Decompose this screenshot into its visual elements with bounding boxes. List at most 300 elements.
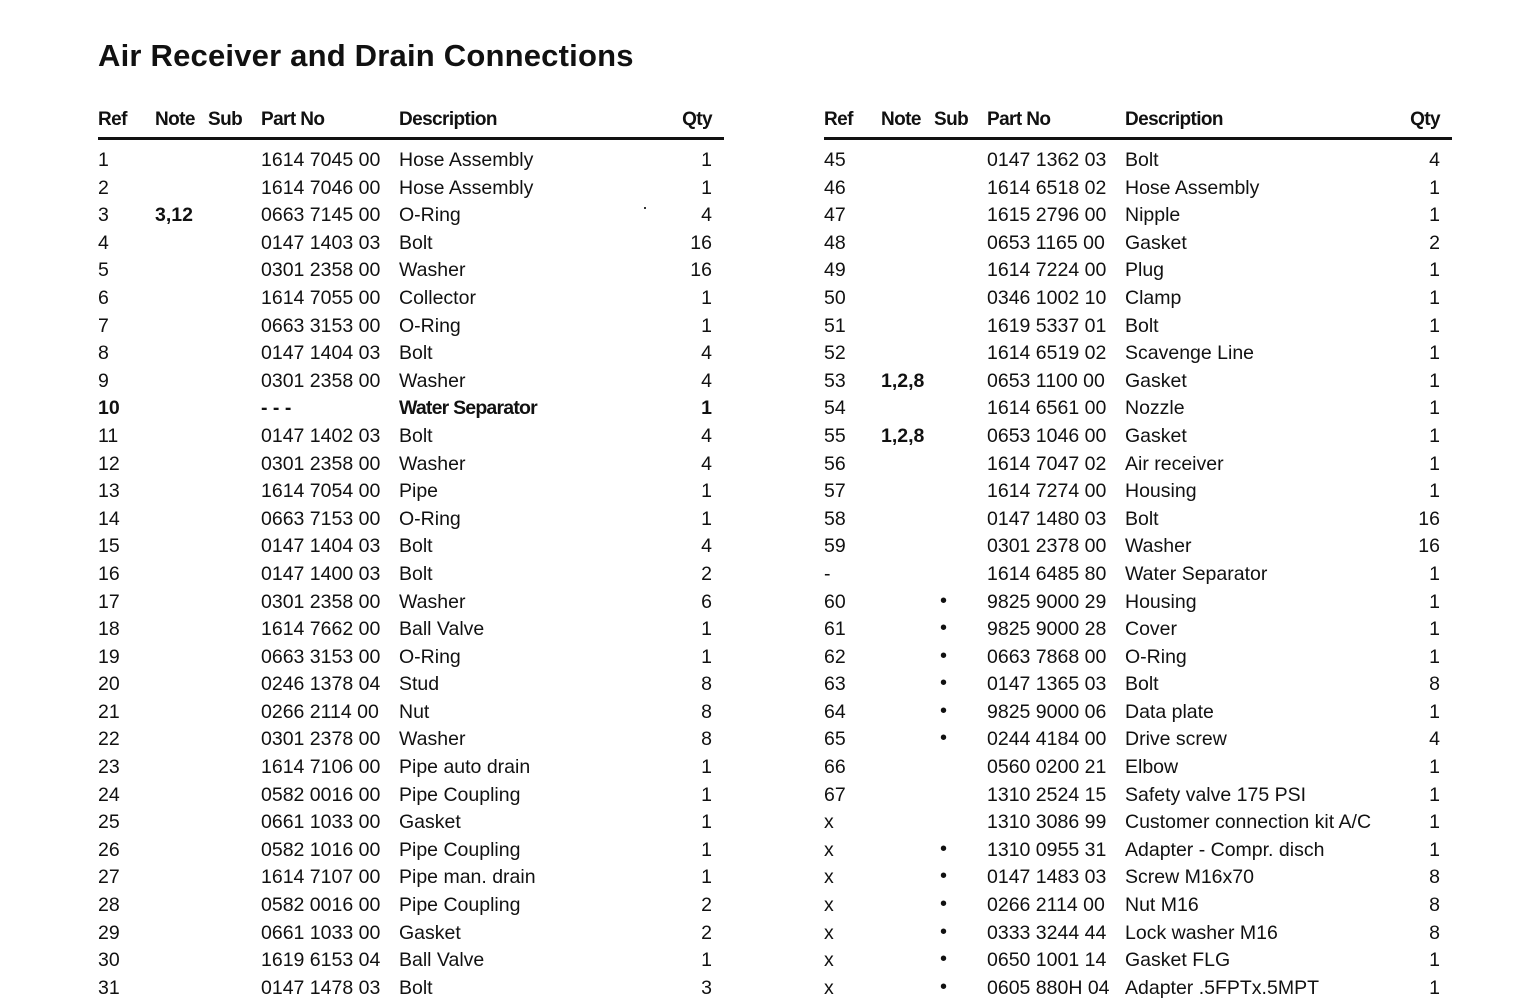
cell-ref: 11 [98, 424, 119, 447]
cell-ref: 14 [98, 507, 120, 530]
cell-ref: 7 [98, 314, 109, 337]
cell-part-no: - - - [261, 397, 292, 420]
cell-description: Bolt [1125, 149, 1159, 171]
table-row [98, 754, 724, 782]
cell-qty: 4 [1429, 728, 1440, 751]
cell-part-no: 0147 1404 03 [261, 342, 381, 365]
table-row [98, 782, 724, 810]
cell-ref: 56 [824, 452, 846, 475]
cell-description: Washer [399, 259, 466, 282]
cell-description: Nozzle [1125, 397, 1185, 420]
table-row [98, 809, 724, 837]
cell-description: O-Ring [399, 314, 461, 337]
cell-ref: 46 [824, 176, 846, 199]
cell-qty: 1 [701, 507, 712, 530]
cell-qty: 16 [1418, 535, 1440, 558]
cell-qty: 1 [1429, 204, 1440, 227]
table-row [98, 202, 724, 230]
cell-sub: • [940, 727, 948, 750]
cell-qty: 2 [701, 562, 712, 585]
header-qty: Qty [1410, 109, 1440, 130]
cell-part-no: 0147 1480 03 [987, 507, 1107, 530]
cell-qty: 1 [1429, 342, 1440, 365]
cell-qty: 1 [701, 866, 712, 889]
cell-part-no: 0661 1033 00 [261, 811, 381, 834]
cell-description: Gasket [399, 811, 461, 834]
cell-description: Gasket [399, 921, 461, 944]
cell-part-no: 1614 6519 02 [987, 342, 1107, 365]
cell-qty: 1 [701, 618, 712, 641]
cell-qty: 1 [701, 783, 712, 806]
cell-part-no: 0147 1483 03 [987, 866, 1107, 889]
cell-part-no: 1614 7107 00 [261, 866, 381, 889]
cell-part-no: 0301 2378 00 [987, 535, 1107, 558]
table-row [824, 175, 1452, 203]
cell-description: Bolt [399, 424, 433, 447]
cell-part-no: 0333 3244 44 [987, 921, 1107, 944]
header-ref: Ref [98, 109, 127, 130]
scan-speck [644, 207, 646, 209]
cell-description: Washer [399, 369, 466, 392]
cell-ref: x [824, 866, 834, 889]
table-row [98, 257, 724, 285]
table-row [824, 947, 1452, 975]
cell-description: Data plate [1125, 700, 1214, 723]
cell-ref: x [824, 949, 834, 972]
cell-part-no: 0147 1400 03 [261, 562, 381, 585]
cell-part-no: 1619 5337 01 [987, 314, 1107, 337]
cell-description: Screw M16x70 [1125, 866, 1254, 889]
cell-ref: 67 [824, 783, 846, 806]
cell-description: O-Ring [399, 645, 461, 668]
table-row [824, 395, 1452, 423]
table-row [98, 616, 724, 644]
table-row [98, 175, 724, 203]
cell-ref: 50 [824, 286, 846, 309]
cell-qty: 1 [701, 645, 712, 668]
cell-description: Hose Assembly [399, 149, 534, 171]
cell-ref: 25 [98, 811, 120, 834]
cell-description: Bolt [399, 976, 433, 999]
cell-qty: 1 [1429, 645, 1440, 668]
cell-part-no: 1614 7055 00 [261, 286, 381, 309]
cell-part-no: 1614 6518 02 [987, 176, 1107, 199]
cell-part-no: 0582 0016 00 [261, 783, 381, 806]
cell-description: Gasket [1125, 369, 1187, 392]
table-row [98, 561, 724, 589]
table-row [98, 506, 724, 534]
header-part-no: Part No [261, 109, 325, 130]
table-row [98, 313, 724, 341]
cell-sub: • [940, 644, 948, 667]
table-row [98, 285, 724, 313]
cell-description: Air receiver [1125, 452, 1224, 475]
cell-description: Washer [399, 590, 466, 613]
cell-part-no: 0663 3153 00 [261, 314, 381, 337]
cell-ref: x [824, 838, 834, 861]
table-row [98, 533, 724, 561]
cell-part-no: 0582 0016 00 [261, 894, 381, 917]
cell-ref: 4 [98, 231, 109, 254]
table-row [824, 230, 1452, 258]
cell-description: Pipe auto drain [399, 756, 531, 779]
cell-qty: 1 [1429, 618, 1440, 641]
cell-part-no: 9825 9000 06 [987, 700, 1107, 723]
cell-ref: 63 [824, 673, 846, 696]
cell-part-no: 0663 7145 00 [261, 204, 381, 227]
cell-ref: 3 [98, 204, 109, 227]
cell-qty: 1 [701, 176, 712, 199]
parts-table-left [98, 106, 724, 1002]
cell-part-no: 0663 7153 00 [261, 507, 381, 530]
cell-part-no: 0661 1033 00 [261, 921, 381, 944]
cell-part-no: 0301 2358 00 [261, 259, 381, 282]
cell-description: Bolt [399, 342, 433, 365]
cell-qty: 8 [1429, 894, 1440, 917]
cell-ref: 21 [98, 700, 120, 723]
cell-part-no: 1614 7274 00 [987, 480, 1107, 503]
cell-ref: 54 [824, 397, 846, 420]
cell-ref: 28 [98, 894, 120, 917]
table-row [824, 837, 1452, 865]
cell-part-no: 0147 1402 03 [261, 424, 381, 447]
cell-part-no: 0653 1100 00 [987, 369, 1105, 392]
cell-qty: 4 [701, 342, 712, 365]
cell-sub: • [940, 948, 948, 971]
cell-part-no: 1310 2524 15 [987, 783, 1107, 806]
table-row [98, 920, 724, 948]
cell-description: Bolt [1125, 507, 1159, 530]
cell-description: Cover [1125, 618, 1178, 641]
cell-part-no: 0346 1002 10 [987, 286, 1107, 309]
cell-sub: • [940, 920, 948, 943]
cell-part-no: 1310 0955 31 [987, 838, 1107, 861]
cell-qty: 1 [1429, 700, 1440, 723]
cell-qty: 8 [701, 728, 712, 751]
cell-qty: 1 [1429, 452, 1440, 475]
cell-description: Bolt [399, 231, 433, 254]
cell-description: Nipple [1125, 204, 1181, 227]
cell-description: Pipe man. drain [399, 866, 536, 889]
cell-qty: 1 [701, 811, 712, 834]
cell-part-no: 0244 4184 00 [987, 728, 1107, 751]
parts-table-right [824, 106, 1452, 1002]
cell-ref: 19 [98, 645, 120, 668]
header-note: Note [881, 109, 921, 130]
cell-part-no: 0266 2114 00 [261, 700, 379, 723]
cell-ref: x [824, 811, 834, 834]
table-row [824, 506, 1452, 534]
cell-description: Pipe Coupling [399, 894, 521, 917]
cell-description: Gasket [1125, 424, 1187, 447]
cell-description: Scavenge Line [1125, 342, 1255, 365]
cell-ref: 29 [98, 921, 120, 944]
header-sub: Sub [934, 109, 969, 130]
cell-qty: 1 [1429, 756, 1440, 779]
cell-description: Gasket [1125, 231, 1187, 254]
cell-ref: 12 [98, 452, 120, 475]
table-row [824, 782, 1452, 810]
cell-ref: 31 [98, 976, 120, 999]
cell-qty: 8 [1429, 866, 1440, 889]
table-row [824, 368, 1452, 396]
cell-qty: 1 [701, 756, 712, 779]
cell-qty: 1 [701, 314, 712, 337]
table-row [824, 864, 1452, 892]
table-row [98, 147, 724, 175]
table-row [98, 589, 724, 617]
cell-ref: 8 [98, 342, 109, 365]
cell-description: Clamp [1125, 286, 1182, 309]
table-body [98, 147, 724, 1002]
table-row [824, 340, 1452, 368]
table-row [98, 837, 724, 865]
cell-qty: 16 [690, 231, 712, 254]
cell-ref: 66 [824, 756, 846, 779]
cell-part-no: 1619 6153 04 [261, 949, 381, 972]
cell-part-no: 0653 1046 00 [987, 424, 1107, 447]
cell-ref: 6 [98, 286, 109, 309]
cell-ref: 60 [824, 590, 846, 613]
cell-qty: 1 [1429, 838, 1440, 861]
cell-ref: 64 [824, 700, 846, 723]
cell-part-no: 0653 1165 00 [987, 231, 1105, 254]
table-row [98, 395, 724, 423]
cell-qty: 8 [701, 700, 712, 723]
cell-part-no: 0246 1378 04 [261, 673, 381, 696]
cell-part-no: 0147 1403 03 [261, 231, 381, 254]
cell-sub: • [940, 975, 948, 998]
table-row [98, 726, 724, 754]
header-ref: Ref [824, 109, 853, 130]
header-part-no: Part No [987, 109, 1051, 130]
cell-description: Hose Assembly [1125, 176, 1260, 199]
page-title: Air Receiver and Drain Connections [98, 38, 634, 73]
cell-sub: • [940, 837, 948, 860]
cell-ref: 13 [98, 480, 120, 503]
cell-ref: 48 [824, 231, 846, 254]
cell-description: Gasket FLG [1125, 949, 1231, 972]
header-qty: Qty [682, 109, 712, 130]
cell-qty: 16 [690, 259, 712, 282]
table-row [824, 313, 1452, 341]
cell-description: Ball Valve [399, 949, 485, 972]
cell-description: Lock washer M16 [1125, 921, 1278, 944]
cell-sub: • [940, 589, 948, 612]
cell-ref: 65 [824, 728, 846, 751]
cell-qty: 1 [1429, 949, 1440, 972]
cell-ref: 9 [98, 369, 109, 392]
cell-qty: 2 [1429, 231, 1440, 254]
cell-ref: 26 [98, 838, 120, 861]
cell-qty: 1 [701, 480, 712, 503]
cell-ref: 55 [824, 424, 846, 447]
table-row [824, 892, 1452, 920]
table-row [824, 423, 1452, 451]
cell-qty: 4 [1429, 149, 1440, 171]
cell-ref: 49 [824, 259, 846, 282]
table-row [824, 285, 1452, 313]
cell-qty: 1 [1429, 397, 1440, 420]
cell-description: Washer [1125, 535, 1192, 558]
table-header [98, 106, 724, 140]
table-row [824, 589, 1452, 617]
cell-sub: • [940, 865, 948, 888]
cell-ref: 53 [824, 369, 846, 392]
cell-qty: 1 [1429, 176, 1440, 199]
cell-ref: 45 [824, 149, 846, 171]
cell-part-no: 0301 2358 00 [261, 590, 381, 613]
cell-qty: 1 [1429, 480, 1440, 503]
cell-ref: 58 [824, 507, 846, 530]
cell-ref: 61 [824, 618, 846, 641]
cell-description: Plug [1125, 259, 1165, 282]
cell-description: Hose Assembly [399, 176, 534, 199]
cell-qty: 1 [1429, 369, 1440, 392]
cell-ref: 1 [98, 149, 109, 171]
cell-qty: 4 [701, 535, 712, 558]
table-row [98, 947, 724, 975]
cell-part-no: 1614 7106 00 [261, 756, 381, 779]
cell-ref: x [824, 976, 834, 999]
table-row [98, 368, 724, 396]
table-row [98, 892, 724, 920]
table-row [824, 644, 1452, 672]
cell-qty: 1 [701, 149, 712, 171]
table-row [98, 644, 724, 672]
table-row [824, 561, 1452, 589]
cell-part-no: 0147 1478 03 [261, 976, 381, 999]
table-row [98, 423, 724, 451]
cell-description: Nut [399, 700, 430, 723]
cell-part-no: 1614 7045 00 [261, 149, 381, 171]
cell-part-no: 0266 2114 00 [987, 894, 1105, 917]
table-row [98, 864, 724, 892]
cell-description: Nut M16 [1125, 894, 1199, 917]
cell-sub: • [940, 617, 948, 640]
cell-ref: 30 [98, 949, 120, 972]
cell-ref: 62 [824, 645, 846, 668]
cell-note: 3,12 [155, 204, 193, 227]
cell-ref: x [824, 921, 834, 944]
table-row [824, 533, 1452, 561]
table-row [824, 975, 1452, 1002]
cell-description: Safety valve 175 PSI [1125, 783, 1307, 806]
cell-part-no: 0560 0200 21 [987, 756, 1107, 779]
table-row [824, 147, 1452, 175]
cell-qty: 2 [701, 894, 712, 917]
cell-ref: 52 [824, 342, 846, 365]
cell-part-no: 1615 2796 00 [987, 204, 1107, 227]
cell-ref: 16 [98, 562, 120, 585]
cell-qty: 1 [1429, 976, 1440, 999]
cell-part-no: 0301 2358 00 [261, 369, 381, 392]
cell-ref: 2 [98, 176, 109, 199]
cell-qty: 1 [1429, 783, 1440, 806]
cell-part-no: 0650 1001 14 [987, 949, 1107, 972]
header-description: Description [399, 109, 497, 130]
cell-part-no: 0301 2358 00 [261, 452, 381, 475]
cell-ref: 57 [824, 480, 846, 503]
cell-description: Bolt [399, 562, 433, 585]
header-note: Note [155, 109, 195, 130]
cell-part-no: 1614 7224 00 [987, 259, 1107, 282]
table-body [824, 147, 1452, 1002]
cell-ref: 17 [98, 590, 120, 613]
cell-description: Pipe [399, 480, 439, 503]
cell-qty: 1 [1429, 314, 1440, 337]
cell-ref: 22 [98, 728, 120, 751]
cell-note: 1,2,8 [881, 369, 925, 392]
cell-qty: 1 [1429, 424, 1440, 447]
cell-qty: 4 [701, 452, 712, 475]
table-row [824, 616, 1452, 644]
cell-qty: 16 [1418, 507, 1440, 530]
cell-qty: 4 [701, 424, 712, 447]
table-row [824, 920, 1452, 948]
table-row [824, 257, 1452, 285]
cell-ref: 20 [98, 673, 120, 696]
cell-part-no: 0147 1362 03 [987, 149, 1107, 171]
cell-part-no: 9825 9000 28 [987, 618, 1107, 641]
cell-qty: 1 [701, 286, 712, 309]
cell-part-no: 0605 880H 04 [987, 976, 1110, 999]
table-row [98, 671, 724, 699]
cell-qty: 8 [1429, 921, 1440, 944]
cell-part-no: 0663 7868 00 [987, 645, 1107, 668]
cell-ref: 10 [98, 397, 120, 420]
cell-description: Washer [399, 452, 466, 475]
cell-sub: • [940, 699, 948, 722]
cell-description: Adapter - Compr. disch [1125, 838, 1325, 861]
table-row [824, 671, 1452, 699]
cell-ref: 47 [824, 204, 846, 227]
cell-qty: 1 [1429, 562, 1440, 585]
table-row [824, 699, 1452, 727]
cell-ref: 5 [98, 259, 109, 282]
cell-part-no: 0147 1365 03 [987, 673, 1107, 696]
header-description: Description [1125, 109, 1223, 130]
cell-description: Elbow [1125, 756, 1179, 779]
cell-ref: 27 [98, 866, 120, 889]
cell-description: Housing [1125, 480, 1197, 503]
cell-part-no: 1614 6561 00 [987, 397, 1107, 420]
cell-description: Bolt [1125, 314, 1159, 337]
cell-description: Collector [399, 286, 476, 309]
cell-description: Adapter .5FPTx.5MPT [1125, 976, 1319, 999]
table-header [824, 106, 1452, 140]
cell-description: O-Ring [399, 204, 461, 227]
cell-description: Customer connection kit A/C [1125, 811, 1372, 834]
cell-description: O-Ring [1125, 645, 1187, 668]
table-row [824, 478, 1452, 506]
cell-part-no: 1310 3086 99 [987, 811, 1107, 834]
table-row [824, 809, 1452, 837]
cell-description: Bolt [399, 535, 433, 558]
cell-ref: 51 [824, 314, 846, 337]
cell-description: Stud [399, 673, 440, 696]
table-row [824, 202, 1452, 230]
cell-qty: 2 [701, 921, 712, 944]
cell-qty: 3 [701, 976, 712, 999]
cell-qty: 1 [1429, 259, 1440, 282]
cell-qty: 4 [701, 369, 712, 392]
cell-qty: 1 [701, 838, 712, 861]
cell-ref: x [824, 894, 834, 917]
cell-description: Pipe Coupling [399, 838, 521, 861]
cell-qty: 8 [1429, 673, 1440, 696]
cell-part-no: 1614 7047 02 [987, 452, 1107, 475]
